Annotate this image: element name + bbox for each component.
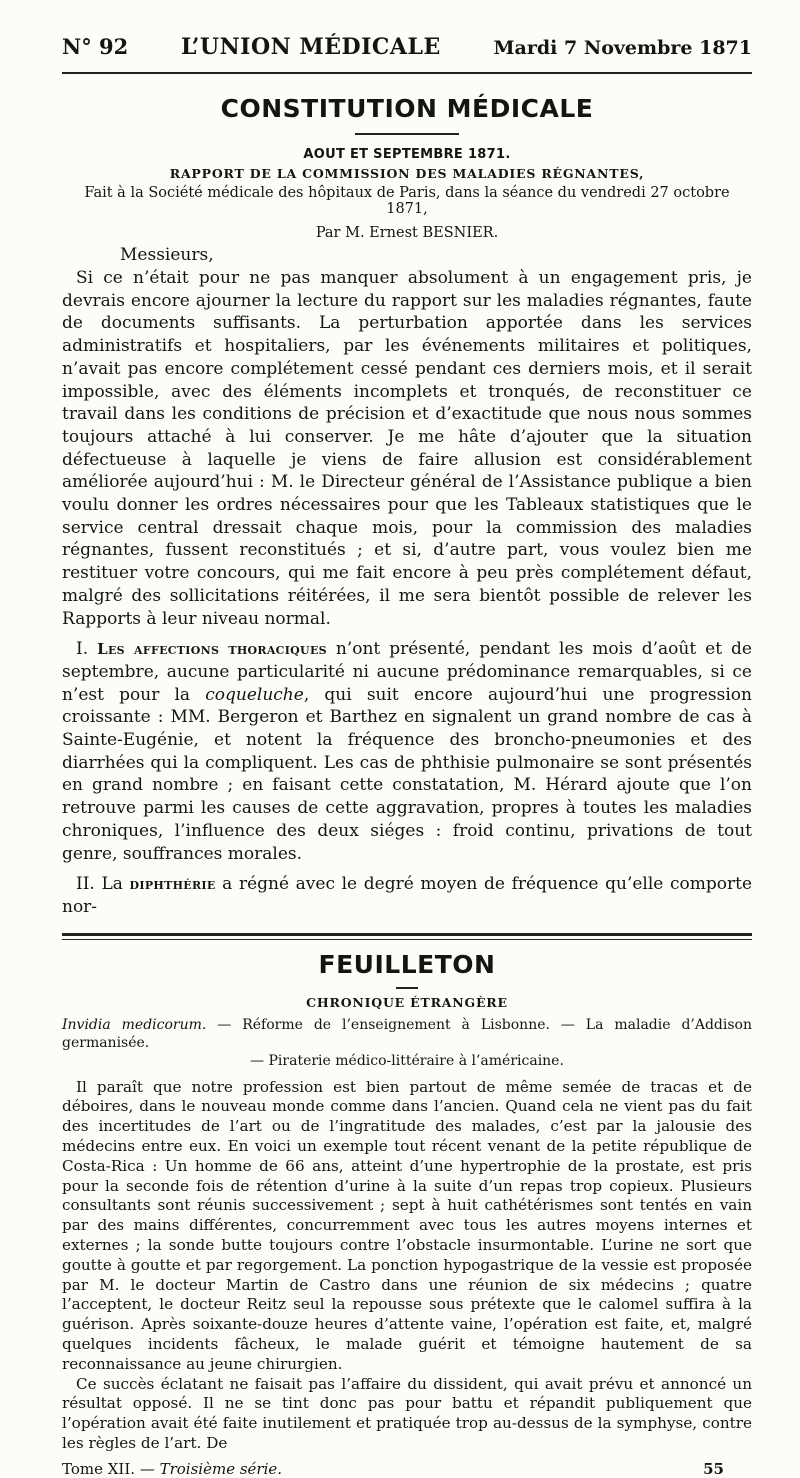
feuilleton-summary — [62, 1016, 752, 1070]
journal-title: L’UNION MÉDICALE — [181, 34, 441, 60]
article-paragraph — [62, 873, 752, 918]
paragraph-text: , qui suit encore aujourd’hui une progression croissante : MM. Bergeron et Barthez en signalent un grand nombre de cas à Sainte-Eugénie, et notent la fréquence des broncho-pneumonies et des diarrhées qui la compliquent. Les cas de phthisie pulmonaire se sont présentés en grand nombre ; en faisant cette constatation, M. Hérard ajoute que l’on retrouve parmi les causes de cette aggravation, propres à toutes les maladies chroniques, l’influence des deux siéges : froid continu, privations de tout genre, souffrances morales. — [62, 684, 752, 864]
paragraph-text: La — [101, 874, 130, 895]
paragraph-lead: diphthérie — [129, 875, 216, 894]
page-footer — [62, 1460, 752, 1478]
summary-line — [62, 1016, 752, 1052]
feuilleton-body — [62, 1078, 752, 1454]
page-number: 55 — [703, 1459, 724, 1478]
title-divider — [355, 133, 459, 135]
summary-line: — Piraterie médico-littéraire à l’américaine. — [250, 1052, 564, 1069]
paragraph-lead: Les affections thoraciques — [97, 640, 327, 659]
paragraph-text: a régné avec le degré moyen de fréquence qu’elle comporte nor- — [62, 874, 752, 917]
feuilleton-title: FEUILLETON — [318, 949, 496, 979]
summary-italic: Invidia medicorum. — [62, 1016, 207, 1033]
volume-info — [62, 1460, 282, 1478]
issue-number: N° 92 — [62, 34, 129, 59]
salutation: Messieurs, — [120, 245, 214, 265]
feuilleton-paragraph: Ce succès éclatant ne faisait pas l’affaire du dissident, qui avait prévu et annoncé un résultat opposé. Il ne se tint donc pas pour battu et répandit publiquement que l’opération avait été faite inutilement et pratiquée trop au-dessus de la symphyse, contre les règles de l’art. De — [62, 1374, 752, 1453]
masthead — [62, 34, 752, 74]
period-subtitle: AOUT ET SEPTEMBRE 1871. — [303, 147, 511, 162]
summary-text: — Réforme de l’enseignement à Lisbonne. — La maladie d’Addison germanisée. — [62, 1016, 753, 1051]
paragraph-number: II. — [76, 874, 95, 895]
volume-label: Tome XII. — [62, 1459, 136, 1478]
report-title: RAPPORT DE LA COMMISSION DES MALADIES RÉGNANTES, — [169, 166, 645, 181]
paragraph-number: I. — [76, 639, 89, 660]
article-paragraph: Si ce n’était pour ne pas manquer absolument à un engagement pris, je devrais encore ajourner la lecture du rapport sur les maladies régnantes, faute de documents suffisants. La perturbation apportée dans les services administratifs et hospitaliers, par les événements militaires et politiques, n’avait pas encore complétement cessé pendant ces derniers mois, et il serait impossible, avec des éléments incomplets et tronqués, de reconstituer ce travail dans les conditions de précision et d’exactitude que nous nous sommes toujours attaché à lui conserver. Je me hâte d’ajouter que la situation défectueuse à laquelle je viens de faire allusion est considérablement améliorée aujourd’hui : M. le Directeur général de l’Assistance publique a bien voulu donner les ordres nécessaires pour que les Tableaux statistiques que le service central dressait chaque mois, pour la commission des maladies régnantes, fussent reconstitués ; et si, d’autre part, vous voulez bien me restituer votre concours, qui me fait encore à peu près complétement défaut, malgré des sollicitations réitérées, il me sera bientôt possible de relever les Rapports à leur niveau normal. — [62, 268, 752, 629]
section-divider — [62, 933, 752, 940]
issue-date: Mardi 7 Novembre 1871 — [493, 37, 752, 59]
paragraph-italic: coqueluche — [205, 684, 304, 705]
article-body — [62, 267, 752, 919]
feuilleton-divider — [396, 987, 418, 989]
feuilleton-paragraph: Il paraît que notre profession est bien partout de même semée de tracas et de déboires, dans le nouveau monde comme dans l’ancien. Quand cela ne vient pas du fait des incertitudes de l’art ou de l’ingratitude des malades, c’est par la jalousie des médecins entre eux. En voici un exemple tout récent venant de la petite république de Costa-Rica : Un homme de 66 ans, atteint d’une hypertrophie de la prostate, est pris pour la seconde fois de rétention d’urine à la suite d’un repas trop copieux. Plusieurs consultants sont réunis successivement ; sept à huit cathétérismes sont tentés en vain par des mains différentes, concurremment avec tous les autres moyens internes et externes ; la sonde butte toujours contre l’obstacle insurmontable. L’urine ne sort que goutte à goutte et par regorgement. La ponction hypogastrique de la vessie est proposée par M. le docteur Martin de Castro dans une réunion de six médecins ; quatre l’acceptent, le docteur Reitz seul la repousse sous prétexte que le calomel suffira à la guérison. Après soixante-douze heures d’attente vaine, l’opération est faite, et, malgré quelques incidents fâcheux, le malade guérit et témoigne hautement de sa reconnaissance au jeune chirurgien. — [62, 1077, 752, 1373]
series-label: — Troisième série. — [139, 1459, 283, 1478]
paragraph-text: n’ont présenté, pendant les mois d’août et de septembre, aucune particularité ni aucune prédominance remarquables, si ce n’est pour la — [62, 639, 752, 705]
feuilleton-section: CHRONIQUE ÉTRANGÈRE — [306, 994, 508, 1010]
section-title: CONSTITUTION MÉDICALE — [220, 94, 594, 123]
article-paragraph — [62, 638, 752, 865]
author-line: Par M. Ernest BESNIER. — [315, 225, 499, 241]
presented-at: Fait à la Société médicale des hôpitaux de Paris, dans la séance du vendredi 27 octobre 1871, — [84, 185, 730, 217]
